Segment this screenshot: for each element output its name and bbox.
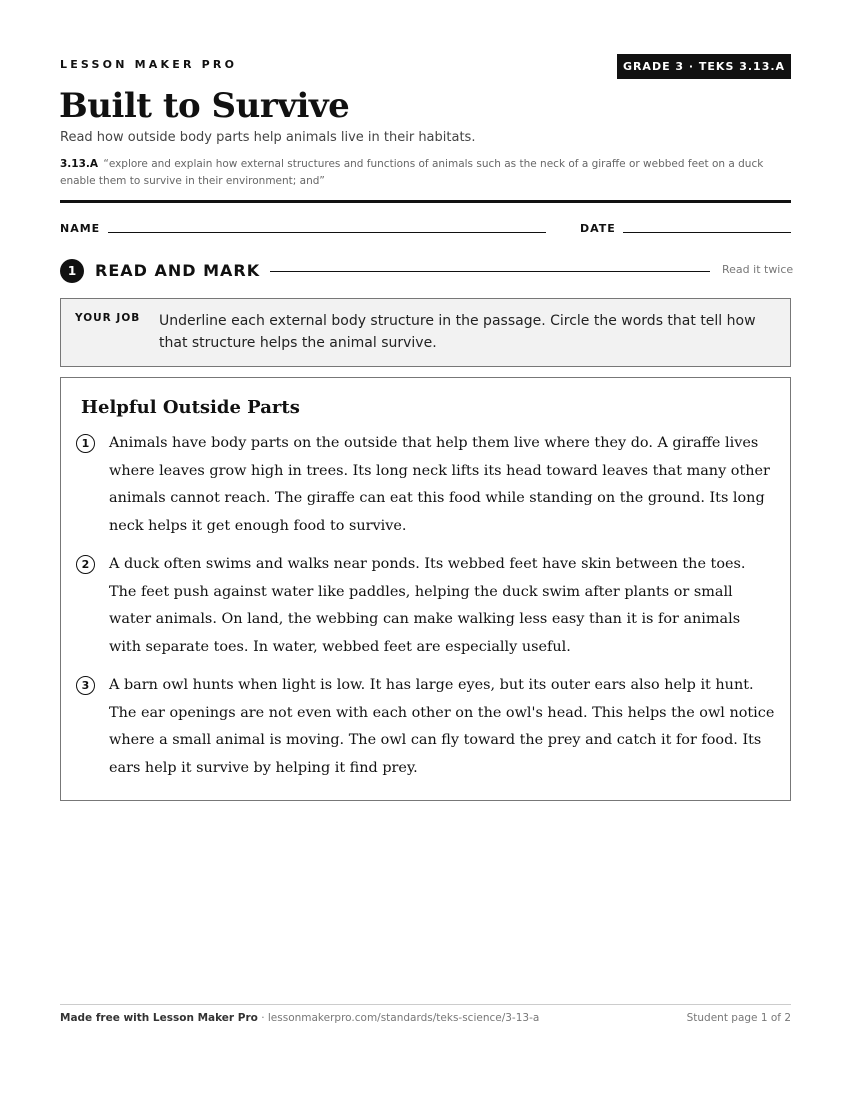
paragraph-number-badge: 2 [76, 555, 95, 574]
page-subtitle: Read how outside body parts help animals live in their habitats. [60, 130, 476, 145]
job-text: Underline each external body structure in the passage. Circle the words that tell how that structure helps the animal survive. [159, 313, 756, 351]
page-title: Built to Survive [59, 86, 350, 126]
passage-paragraph: A duck often swims and walks near ponds. Its webbed feet have skin between the toes. The feet push against water like paddles, helping the duck swim after plants or small water animals. On land, the webbing can make walking less easy than it is for animals with separate toes. In water, webbed feet are especially useful. [109, 556, 746, 656]
footer-page-number: Student page 1 of 2 [686, 1012, 791, 1024]
footer-divider [60, 1004, 791, 1005]
section-number-badge: 1 [60, 259, 84, 283]
footer-made-with: Made free with Lesson Maker Pro [60, 1012, 258, 1024]
reading-passage [60, 377, 791, 801]
paragraph-number-badge: 3 [76, 676, 95, 695]
date-label: DATE [580, 222, 616, 235]
footer-url[interactable]: · lessonmakerpro.com/standards/teks-science/3-13-a [257, 1012, 540, 1024]
header-divider [60, 200, 791, 203]
name-field[interactable] [108, 232, 546, 233]
job-label: YOUR JOB [75, 312, 141, 324]
standard-text: “explore and explain how external structures and functions of animals such as the neck of a giraffe or webbed feet on a duck enable them to survive in their environment; and” [60, 158, 764, 187]
passage-title: Helpful Outside Parts [81, 397, 300, 418]
section-title: READ AND MARK [95, 261, 261, 280]
grade-badge: GRADE 3 · TEKS 3.13.A [617, 54, 791, 79]
section-divider [270, 271, 710, 272]
paragraph-number-badge: 1 [76, 434, 95, 453]
passage-paragraph: Animals have body parts on the outside that help them live where they do. A giraffe lives where leaves grow high in trees. Its long neck lifts its head toward leaves that many other animals cannot reach. The giraffe can eat this food while standing on the ground. Its long neck helps it get enough food to survive. [109, 435, 770, 535]
section-note: Read it twice [722, 263, 794, 276]
date-field[interactable] [623, 232, 791, 233]
footer-credit [60, 1012, 539, 1024]
job-instructions-box [60, 298, 791, 367]
standard-description [60, 156, 790, 190]
brand-name: LESSON MAKER PRO [60, 58, 238, 71]
name-label: NAME [60, 222, 101, 235]
passage-paragraph: A barn owl hunts when light is low. It has large eyes, but its outer ears also help it hunt. The ear openings are not even with each other on the owl's head. This helps the owl notice where a small animal is moving. The owl can fly toward the prey and catch it for food. Its ears help it survive by helping it find prey. [109, 677, 775, 777]
standard-code: 3.13.A [60, 158, 99, 170]
